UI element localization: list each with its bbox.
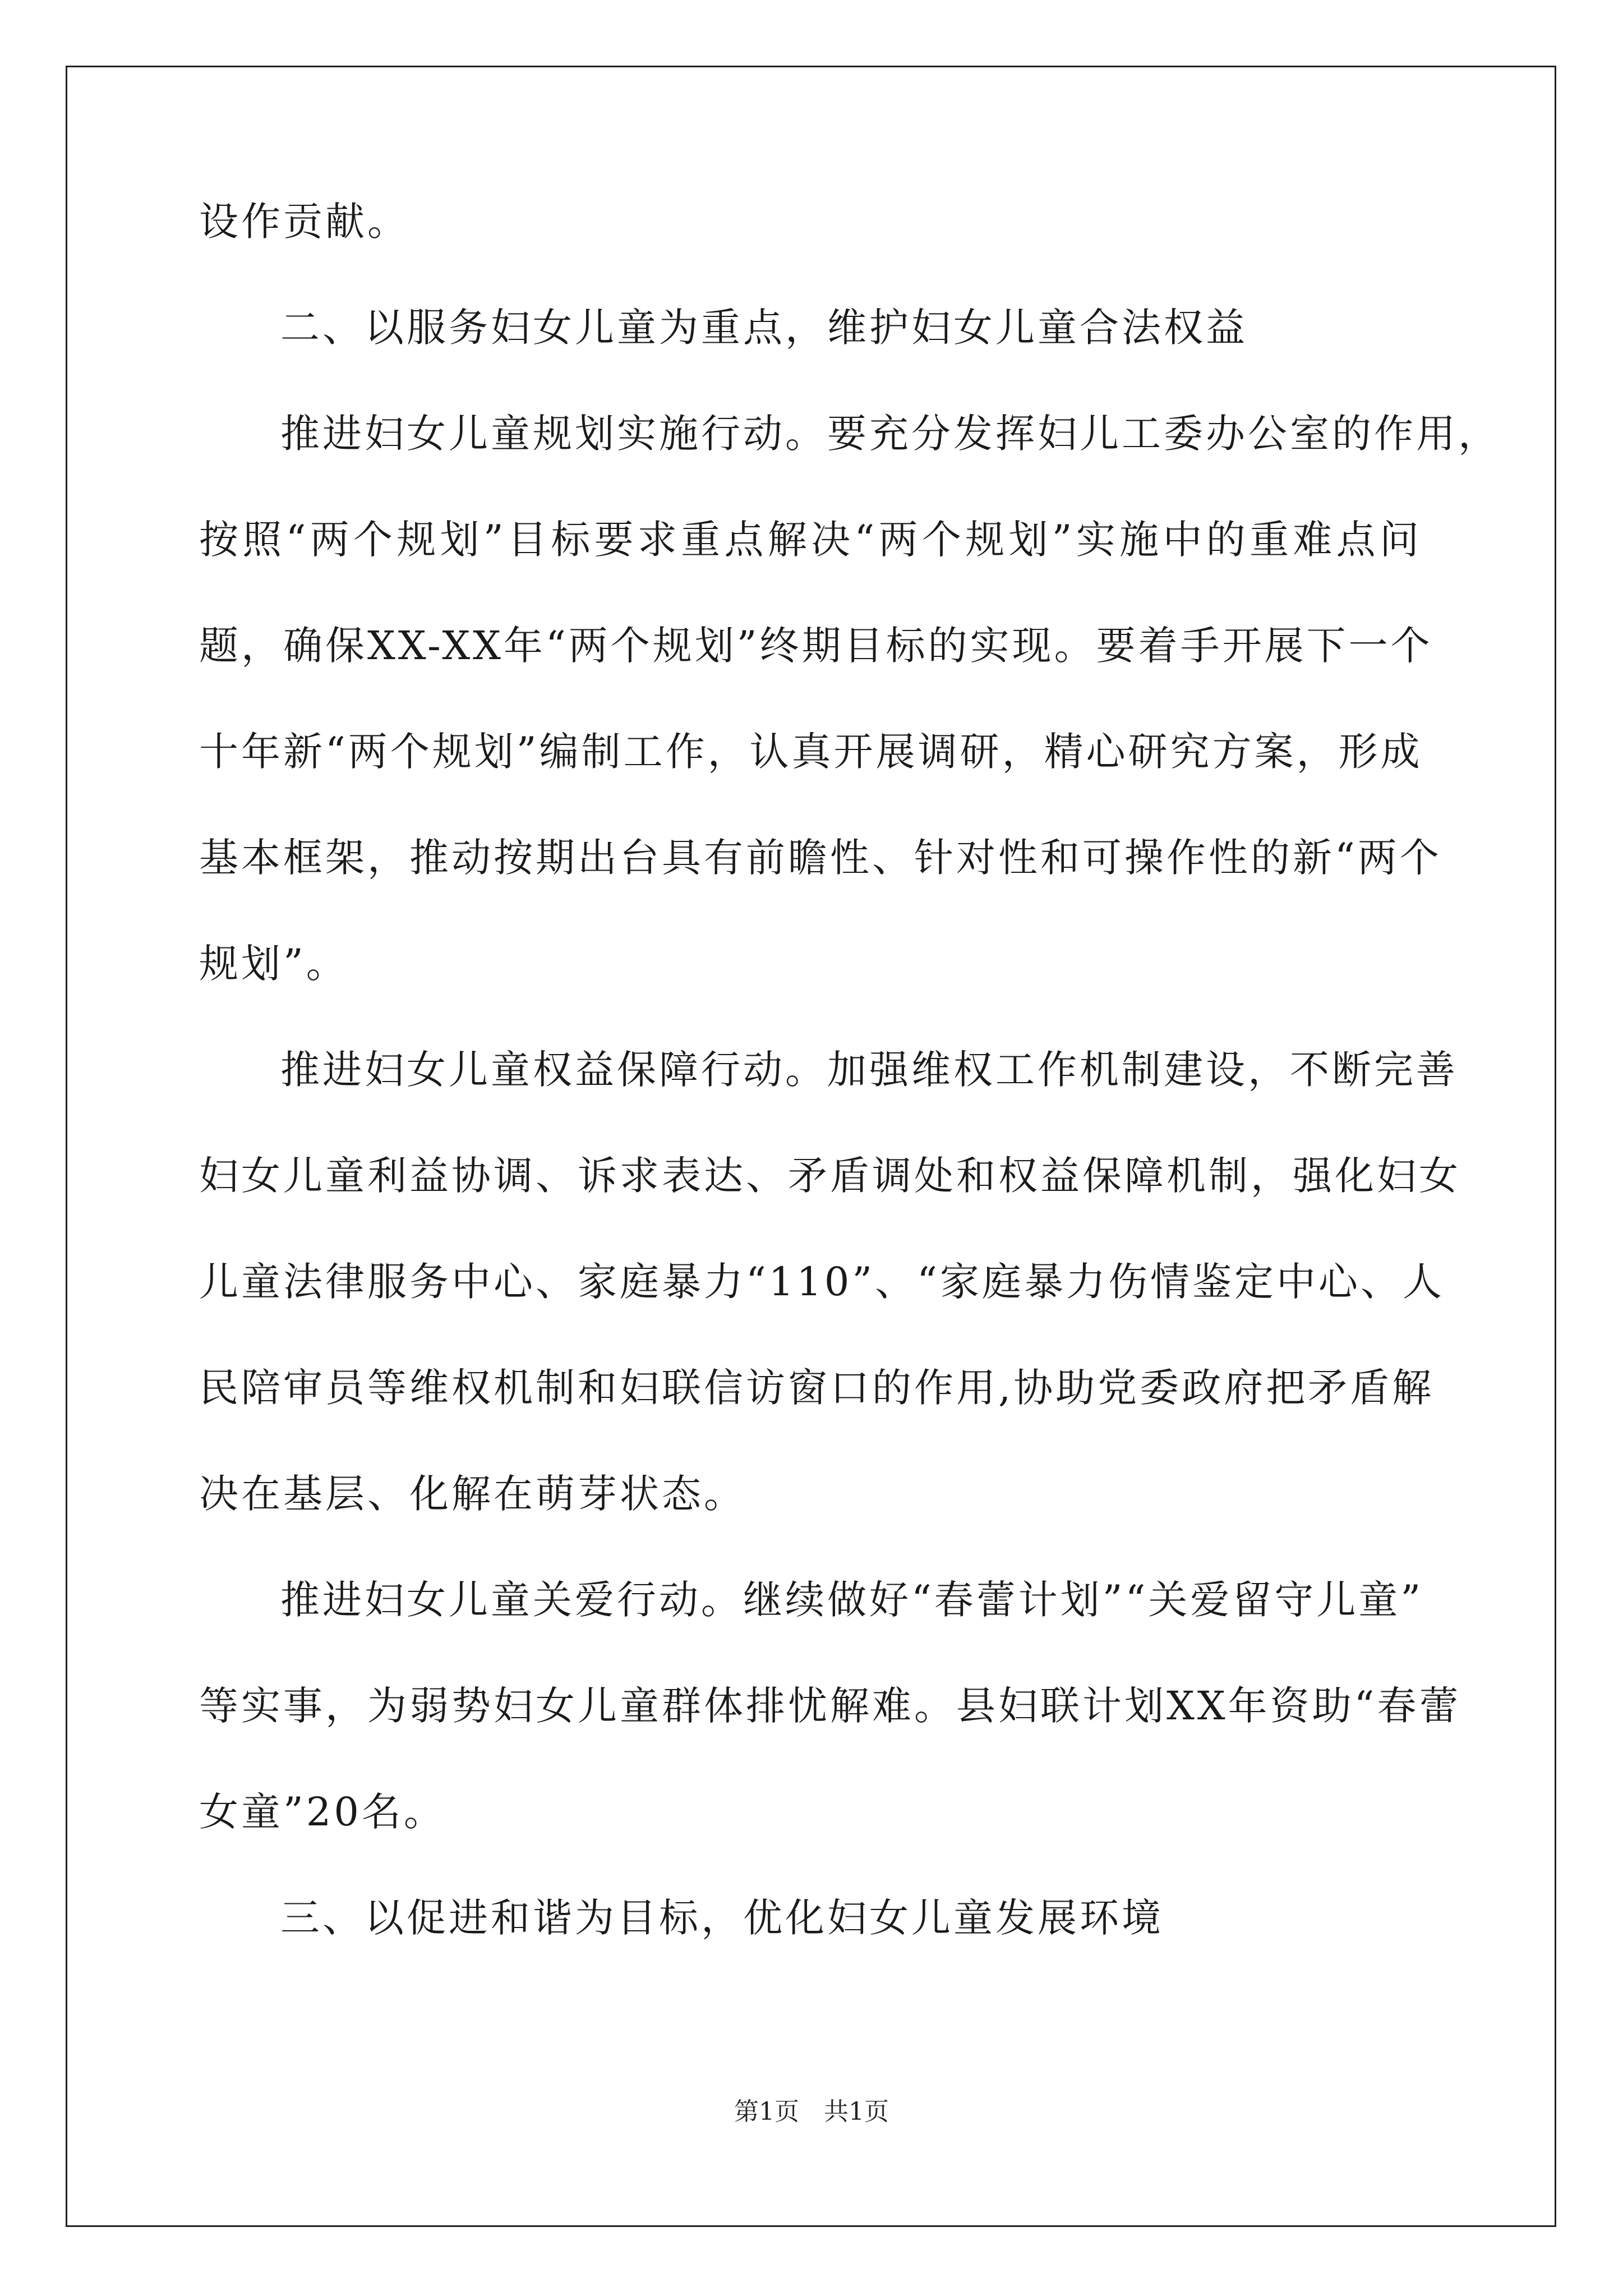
text-line: 设作贡献。 bbox=[199, 199, 409, 245]
text-line: 等实事，为弱势妇女儿童群体排忧解难。县妇联计划XX年资助“春蕾 bbox=[199, 1683, 1461, 1729]
text-line: 儿童法律服务中心、家庭暴力“110”、“家庭暴力伤情鉴定中心、人 bbox=[199, 1259, 1445, 1305]
section-heading: 二、以服务妇女儿童为重点，维护妇女儿童合法权益 bbox=[280, 305, 1248, 351]
text-line: 题，确保XX-XX年“两个规划”终期目标的实现。要着手开展下一个 bbox=[199, 623, 1433, 669]
text-line: 按照“两个规划”目标要求重点解决“两个规划”实施中的重难点问 bbox=[199, 517, 1422, 563]
text-line: 十年新“两个规划”编制工作，认真开展调研，精心研究方案，形成 bbox=[199, 729, 1423, 775]
document-body bbox=[199, 199, 1500, 2004]
text-line: 妇女儿童利益协调、诉求表达、矛盾调处和权益保障机制，强化妇女 bbox=[199, 1153, 1461, 1199]
section-heading: 三、以促进和谐为目标，优化妇女儿童发展环境 bbox=[280, 1895, 1164, 1941]
text-line: 民陪审员等维权机制和妇联信访窗口的作用,协助党委政府把矛盾解 bbox=[199, 1365, 1435, 1411]
text-line: 推进妇女儿童规划实施行动。要充分发挥妇儿工委办公室的作用， bbox=[280, 411, 1500, 457]
text-line: 决在基层、化解在萌芽状态。 bbox=[199, 1471, 746, 1517]
page-footer: 第1页 共1页 bbox=[734, 2097, 889, 2126]
text-line: 女童”20名。 bbox=[199, 1789, 446, 1835]
text-line: 推进妇女儿童关爱行动。继续做好“春蕾计划”“关爱留守儿童” bbox=[280, 1577, 1424, 1623]
text-line: 规划”。 bbox=[199, 941, 348, 987]
text-line: 推进妇女儿童权益保障行动。加强维权工作机制建设，不断完善 bbox=[280, 1047, 1458, 1093]
text-line: 基本框架，推动按期出台具有前瞻性、针对性和可操作性的新“两个 bbox=[199, 835, 1442, 881]
